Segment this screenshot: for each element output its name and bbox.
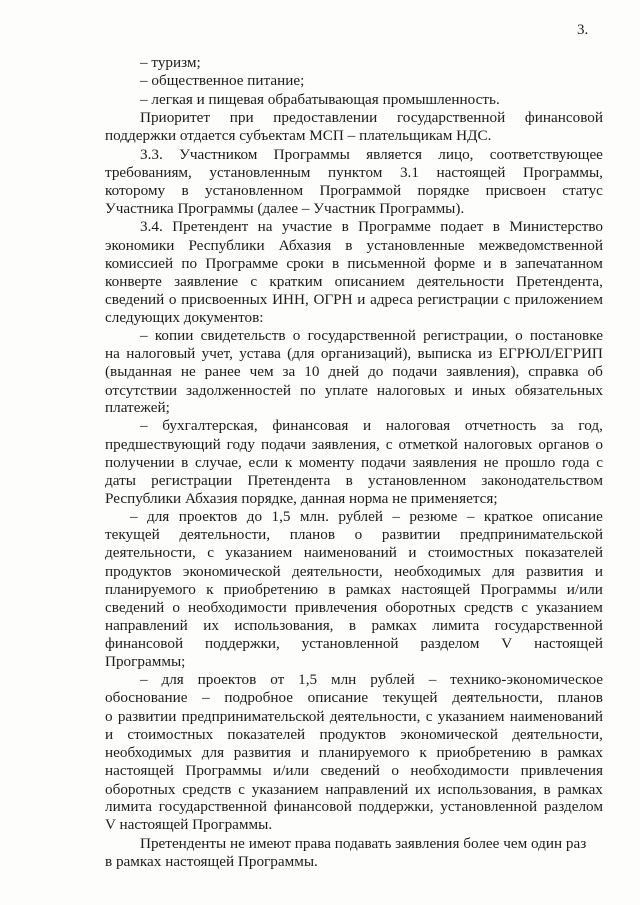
text-line: экономики Республики Абхазия в установленные межведомственной bbox=[105, 236, 603, 254]
text-line: 3.4. Претендент на участие в Программе подает в Министерство bbox=[140, 218, 603, 236]
text-line: которому в установленном Программой порядке присвоен статус bbox=[105, 181, 603, 199]
text-line: финансовой поддержки, установленной разделом V настоящей bbox=[105, 634, 603, 652]
text-line: на налоговый учет, устава (для организаций), выписка из ЕГРЮЛ/ЕГРИП bbox=[105, 345, 603, 363]
text-line: – бухгалтерская, финансовая и налоговая отчетность за год, bbox=[140, 417, 603, 435]
text-line: направлений их использования, в рамках лимита государственной bbox=[105, 617, 603, 635]
text-line: продуктов экономической деятельности, необходимых для развития и bbox=[105, 562, 603, 580]
text-line: необходимых для развития и планируемого к приобретению в рамках bbox=[105, 744, 603, 762]
text-line: сведений о необходимости привлечения оборотных средств с указанием bbox=[105, 599, 603, 617]
text-line: – для проектов до 1,5 млн. рублей – резюме – краткое описание bbox=[130, 507, 603, 525]
text-line: 3.3. Участником Программы является лицо, соответствующее bbox=[140, 146, 603, 164]
text-line: даты регистрации Претендента в установленном законодательством bbox=[105, 472, 603, 490]
text-line: обоснование – подробное описание текущей деятельности, планов bbox=[105, 689, 603, 707]
text-line: и стоимостных показателей продуктов экономической деятельности, bbox=[105, 725, 603, 743]
text-line: лимита государственной финансовой поддержки, установленной разделом bbox=[105, 798, 603, 816]
text-line: (выданная не ранее чем за 10 дней до подачи заявления), справка об bbox=[105, 363, 603, 381]
text-line: текущей деятельности, планов о развитии предпринимательской bbox=[105, 526, 603, 544]
text-line: деятельности, с указанием наименований и стоимостных показателей bbox=[105, 544, 603, 562]
text-line: настоящей Программы и/или сведений о необходимости привлечения bbox=[105, 762, 603, 780]
text-line: поддержки отдается субъектам МСП – плательщикам НДС. bbox=[105, 127, 492, 144]
text-line: конверте заявление с кратким описанием деятельности Претендента, bbox=[105, 273, 603, 291]
text-line: – общественное питание; bbox=[140, 72, 305, 90]
text-line: V настоящей Программы. bbox=[105, 816, 273, 834]
text-line: оборотных средств с указанием направлений их использования, в рамках bbox=[105, 780, 603, 798]
page-number: 3. bbox=[577, 22, 589, 38]
text-line: платежей; bbox=[105, 399, 170, 417]
text-line: получении в случае, если к моменту подачи заявления не прошло года с bbox=[105, 453, 603, 471]
text-line: планируемого к приобретению в рамках настоящей Программы и/или bbox=[105, 580, 603, 598]
text-line: Приоритет при предоставлении государственной финансовой bbox=[140, 108, 603, 126]
text-line: – для проектов от 1,5 млн рублей – технико-экономическое bbox=[140, 671, 603, 689]
text-line: предшествующий году подачи заявления, с отметкой налоговых органов о bbox=[105, 435, 603, 453]
text-line: о развитии предпринимательской деятельности, с указанием наименований bbox=[105, 707, 603, 725]
text-line: – копии свидетельств о государственной регистрации, о постановке bbox=[140, 326, 603, 344]
text-line: сведений о присвоенных ИНН, ОГРН и адреса регистрации с приложением bbox=[105, 291, 603, 309]
text-line: Участника Программы (далее – Участник Программы). bbox=[105, 200, 465, 217]
text-line: – туризм; bbox=[140, 54, 201, 71]
text-line: комиссией по Программе сроки в письменной форме и в запечатанном bbox=[105, 254, 603, 272]
text-line: следующих документов: bbox=[105, 308, 264, 326]
text-line: Программы; bbox=[105, 652, 186, 670]
text-line: требованиям, установленным пунктом 3.1 настоящей Программы, bbox=[105, 164, 603, 182]
text-line: Республики Абхазия порядке, данная норма не применяется; bbox=[105, 490, 498, 508]
text-line: Претенденты не имеют права подавать заявления более чем один раз bbox=[140, 834, 587, 852]
text-line: – легкая и пищевая обрабатывающая промышленность. bbox=[140, 90, 500, 108]
text-line: отсутствии задолженностей по уплате налоговых и иных обязательных bbox=[105, 381, 603, 399]
text-line: в рамках настоящей Программы. bbox=[105, 852, 318, 870]
